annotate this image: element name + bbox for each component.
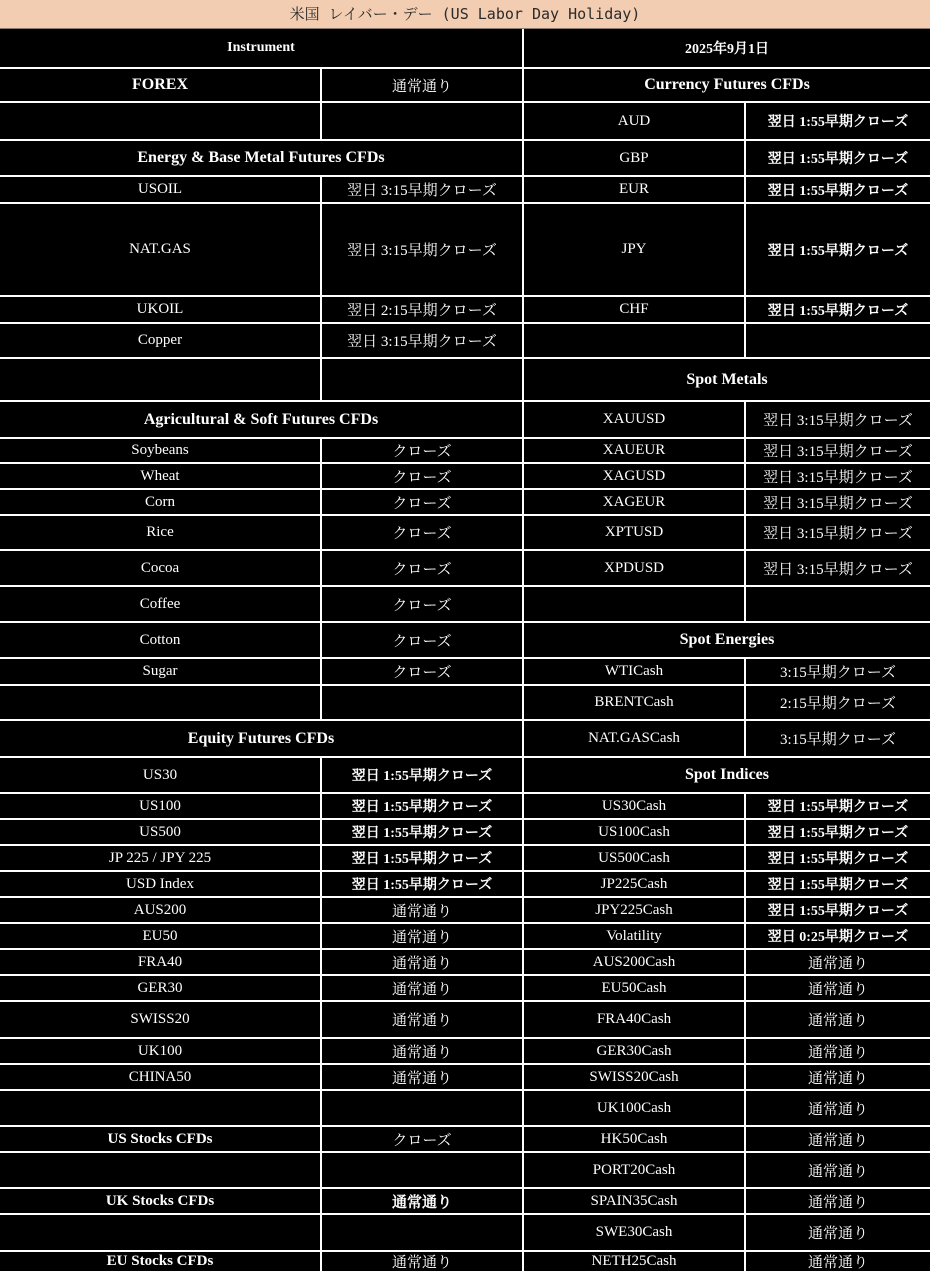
schedule-value: 通常通り [322, 976, 524, 1002]
instrument-name: EU50Cash [524, 976, 746, 1002]
schedule-value: 翌日 1:55早期クローズ [322, 758, 524, 794]
instrument-name: US500Cash [524, 846, 746, 872]
instrument-name: AUD [524, 103, 746, 141]
instrument-name: Cotton [0, 623, 322, 659]
instrument-name: USOIL [0, 177, 322, 204]
schedule-value: 翌日 3:15早期クローズ [746, 490, 930, 516]
holiday-schedule-table [0, 29, 930, 1273]
schedule-value: 通常通り [746, 1039, 930, 1065]
schedule-value: 通常通り [322, 924, 524, 950]
schedule-value: 通常通り [746, 1127, 930, 1153]
schedule-value: 翌日 1:55早期クローズ [746, 177, 930, 204]
instrument-name: JPY225Cash [524, 898, 746, 924]
schedule-value: 翌日 3:15早期クローズ [746, 516, 930, 551]
instrument-name: Copper [0, 324, 322, 359]
schedule-value: 通常通り [322, 69, 524, 103]
schedule-value: 翌日 3:15早期クローズ [322, 204, 524, 297]
instrument-name: CHINA50 [0, 1065, 322, 1091]
instrument-name: US100 [0, 794, 322, 820]
instrument-name [0, 1153, 322, 1189]
schedule-value: クローズ [322, 464, 524, 490]
instrument-name [524, 587, 746, 623]
schedule-value: 翌日 1:55早期クローズ [746, 898, 930, 924]
schedule-value: 通常通り [322, 1189, 524, 1215]
instrument-name: EU Stocks CFDs [0, 1252, 322, 1273]
schedule-value: 翌日 2:15早期クローズ [322, 297, 524, 324]
instrument-name: SPAIN35Cash [524, 1189, 746, 1215]
instrument-name: PORT20Cash [524, 1153, 746, 1189]
schedule-value: 通常通り [322, 1065, 524, 1091]
schedule-value: 通常通り [746, 1252, 930, 1273]
instrument-name [0, 1091, 322, 1127]
instrument-name: Wheat [0, 464, 322, 490]
instrument-name: US Stocks CFDs [0, 1127, 322, 1153]
schedule-value: 通常通り [746, 976, 930, 1002]
instrument-name: NAT.GASCash [524, 721, 746, 758]
instrument-name: XAUEUR [524, 439, 746, 464]
instrument-name: UK Stocks CFDs [0, 1189, 322, 1215]
instrument-name: BRENTCash [524, 686, 746, 721]
instrument-name: EU50 [0, 924, 322, 950]
schedule-value: 翌日 3:15早期クローズ [322, 177, 524, 204]
schedule-value: 通常通り [746, 1002, 930, 1039]
instrument-name [0, 1215, 322, 1252]
section-header: Currency Futures CFDs [524, 69, 930, 103]
instrument-name: UK100 [0, 1039, 322, 1065]
schedule-value: 2:15早期クローズ [746, 686, 930, 721]
instrument-name: AUS200Cash [524, 950, 746, 976]
header-instrument: Instrument [0, 29, 524, 69]
instrument-name: FOREX [0, 69, 322, 103]
instrument-name: FRA40 [0, 950, 322, 976]
instrument-name: EUR [524, 177, 746, 204]
instrument-name: XPDUSD [524, 551, 746, 587]
instrument-name: XPTUSD [524, 516, 746, 551]
schedule-value: 翌日 1:55早期クローズ [322, 794, 524, 820]
instrument-name: USD Index [0, 872, 322, 898]
schedule-value: クローズ [322, 551, 524, 587]
schedule-value: 通常通り [746, 1091, 930, 1127]
instrument-name: NAT.GAS [0, 204, 322, 297]
schedule-value: 翌日 1:55早期クローズ [746, 820, 930, 846]
schedule-value: 3:15早期クローズ [746, 659, 930, 686]
instrument-name [0, 359, 322, 402]
instrument-name: XAGEUR [524, 490, 746, 516]
instrument-name: GER30Cash [524, 1039, 746, 1065]
schedule-value: 翌日 1:55早期クローズ [746, 794, 930, 820]
instrument-name: SWE30Cash [524, 1215, 746, 1252]
instrument-name: SWISS20Cash [524, 1065, 746, 1091]
instrument-name [0, 686, 322, 721]
instrument-name: Coffee [0, 587, 322, 623]
schedule-value [322, 103, 524, 141]
instrument-name: CHF [524, 297, 746, 324]
schedule-value: クローズ [322, 1127, 524, 1153]
page-title: 米国 レイバー・デー (US Labor Day Holiday) [0, 0, 930, 29]
schedule-value: 翌日 3:15早期クローズ [746, 551, 930, 587]
schedule-value: 翌日 1:55早期クローズ [746, 103, 930, 141]
section-header: Agricultural & Soft Futures CFDs [0, 402, 524, 439]
instrument-name [0, 103, 322, 141]
instrument-name: Rice [0, 516, 322, 551]
instrument-name: US100Cash [524, 820, 746, 846]
instrument-name: JP225Cash [524, 872, 746, 898]
schedule-value: 翌日 3:15早期クローズ [746, 464, 930, 490]
schedule-value: 翌日 3:15早期クローズ [746, 402, 930, 439]
instrument-name: WTICash [524, 659, 746, 686]
schedule-value: 通常通り [322, 1039, 524, 1065]
schedule-value: 翌日 0:25早期クローズ [746, 924, 930, 950]
schedule-value: クローズ [322, 623, 524, 659]
schedule-value: 翌日 1:55早期クローズ [746, 846, 930, 872]
schedule-value: クローズ [322, 439, 524, 464]
schedule-value: 通常通り [322, 898, 524, 924]
schedule-value: クローズ [322, 587, 524, 623]
instrument-name: UK100Cash [524, 1091, 746, 1127]
schedule-value: 翌日 3:15早期クローズ [746, 439, 930, 464]
schedule-value: 通常通り [746, 1215, 930, 1252]
instrument-name: JPY [524, 204, 746, 297]
instrument-name [524, 324, 746, 359]
instrument-name: GER30 [0, 976, 322, 1002]
instrument-name: US30Cash [524, 794, 746, 820]
instrument-name: Soybeans [0, 439, 322, 464]
instrument-name: Corn [0, 490, 322, 516]
instrument-name: HK50Cash [524, 1127, 746, 1153]
schedule-value [322, 1153, 524, 1189]
schedule-value: 翌日 1:55早期クローズ [746, 297, 930, 324]
instrument-name: Sugar [0, 659, 322, 686]
section-header: Spot Energies [524, 623, 930, 659]
instrument-name: Volatility [524, 924, 746, 950]
schedule-value [746, 587, 930, 623]
instrument-name: XAUUSD [524, 402, 746, 439]
section-header: Energy & Base Metal Futures CFDs [0, 141, 524, 177]
instrument-name: UKOIL [0, 297, 322, 324]
section-header: Spot Metals [524, 359, 930, 402]
schedule-value [322, 686, 524, 721]
instrument-name: XAGUSD [524, 464, 746, 490]
instrument-name: GBP [524, 141, 746, 177]
schedule-value [746, 324, 930, 359]
schedule-value: 通常通り [322, 1002, 524, 1039]
section-header: Spot Indices [524, 758, 930, 794]
schedule-value: 翌日 1:55早期クローズ [322, 820, 524, 846]
schedule-value: 3:15早期クローズ [746, 721, 930, 758]
instrument-name: US500 [0, 820, 322, 846]
schedule-value [322, 1091, 524, 1127]
schedule-value: 通常通り [746, 950, 930, 976]
schedule-value: 翌日 1:55早期クローズ [746, 872, 930, 898]
instrument-name: NETH25Cash [524, 1252, 746, 1273]
schedule-value: 翌日 1:55早期クローズ [746, 141, 930, 177]
schedule-value: 通常通り [746, 1065, 930, 1091]
schedule-value: 通常通り [322, 950, 524, 976]
schedule-value: 通常通り [746, 1189, 930, 1215]
schedule-value: クローズ [322, 516, 524, 551]
schedule-value: 翌日 1:55早期クローズ [746, 204, 930, 297]
schedule-value: 翌日 1:55早期クローズ [322, 872, 524, 898]
instrument-name: Cocoa [0, 551, 322, 587]
schedule-value: 翌日 1:55早期クローズ [322, 846, 524, 872]
instrument-name: SWISS20 [0, 1002, 322, 1039]
instrument-name: JP 225 / JPY 225 [0, 846, 322, 872]
header-date: 2025年9月1日 [524, 29, 930, 69]
schedule-value: クローズ [322, 490, 524, 516]
schedule-value [322, 359, 524, 402]
schedule-value [322, 1215, 524, 1252]
schedule-value: 通常通り [322, 1252, 524, 1273]
instrument-name: US30 [0, 758, 322, 794]
schedule-value: 翌日 3:15早期クローズ [322, 324, 524, 359]
instrument-name: AUS200 [0, 898, 322, 924]
section-header: Equity Futures CFDs [0, 721, 524, 758]
instrument-name: FRA40Cash [524, 1002, 746, 1039]
schedule-value: クローズ [322, 659, 524, 686]
schedule-value: 通常通り [746, 1153, 930, 1189]
